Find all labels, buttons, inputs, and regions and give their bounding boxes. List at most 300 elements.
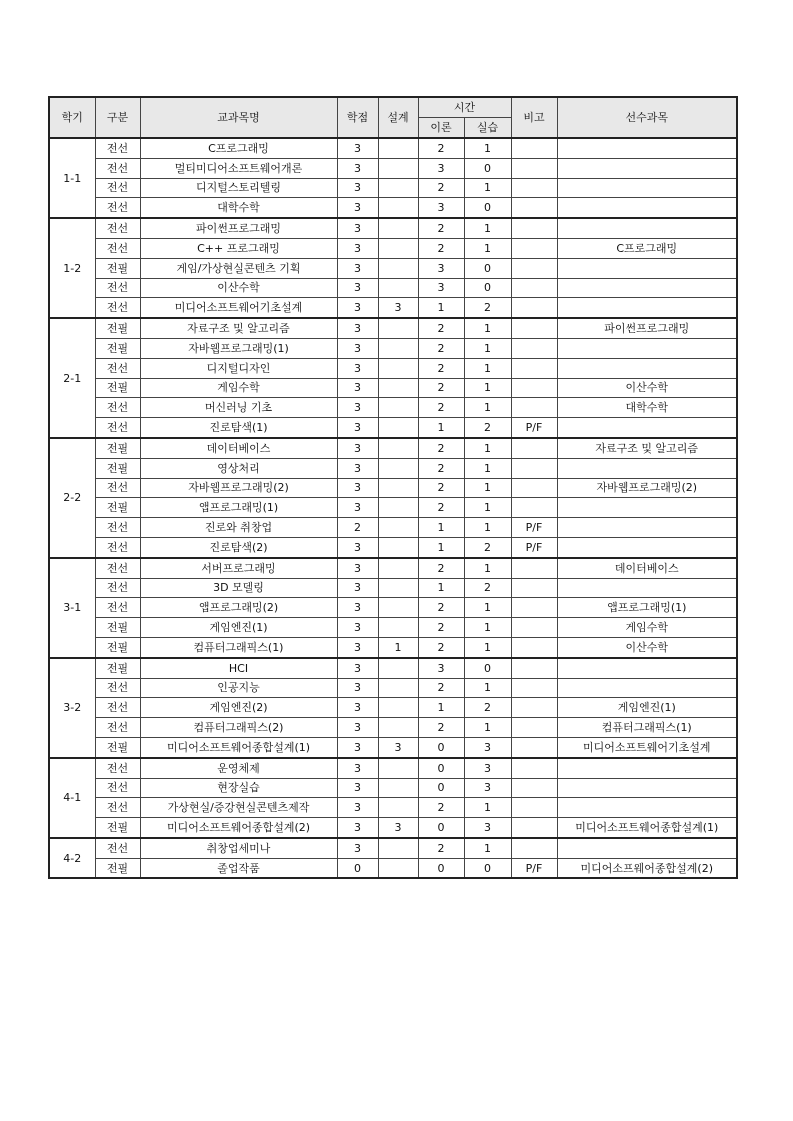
table-row (49, 498, 737, 518)
theory-hours-cell: 1 (418, 698, 464, 718)
course-name-cell: 진로와 취창업 (140, 518, 337, 538)
course-type-cell: 전필 (95, 438, 140, 458)
credit-cell: 3 (337, 198, 378, 218)
course-type-cell: 전선 (95, 798, 140, 818)
design-cell (378, 458, 418, 478)
prereq-cell (557, 278, 737, 298)
practice-hours-cell: 1 (464, 618, 511, 638)
credit-cell: 3 (337, 358, 378, 378)
course-type-cell: 전선 (95, 358, 140, 378)
note-cell (511, 298, 557, 318)
course-name-cell: 앱프로그래밍(2) (140, 598, 337, 618)
design-cell (378, 338, 418, 358)
course-name-cell: 디지털디자인 (140, 358, 337, 378)
prereq-cell: 이산수학 (557, 637, 737, 657)
course-type-cell: 전선 (95, 198, 140, 218)
credit-cell: 3 (337, 598, 378, 618)
table-row (49, 558, 737, 578)
theory-hours-cell: 2 (418, 498, 464, 518)
note-cell (511, 158, 557, 178)
course-type-cell: 전선 (95, 558, 140, 578)
semester-group (49, 438, 737, 558)
theory-hours-cell: 1 (418, 578, 464, 598)
design-cell (378, 478, 418, 498)
design-cell: 3 (378, 818, 418, 838)
table-row (49, 637, 737, 657)
table-row (49, 578, 737, 598)
credit-cell: 3 (337, 537, 378, 557)
design-cell (378, 238, 418, 258)
credit-cell: 3 (337, 578, 378, 598)
practice-hours-cell: 3 (464, 818, 511, 838)
table-row (49, 138, 737, 158)
practice-hours-cell: 0 (464, 858, 511, 878)
theory-hours-cell: 0 (418, 758, 464, 778)
course-type-cell: 전선 (95, 178, 140, 198)
note-cell (511, 678, 557, 698)
design-cell (378, 258, 418, 278)
course-type-cell: 전선 (95, 598, 140, 618)
credit-cell: 3 (337, 378, 378, 398)
course-type-cell: 전선 (95, 758, 140, 778)
theory-hours-cell: 2 (418, 598, 464, 618)
practice-hours-cell: 0 (464, 658, 511, 678)
course-type-cell: 전필 (95, 498, 140, 518)
practice-hours-cell: 1 (464, 598, 511, 618)
practice-hours-cell: 2 (464, 418, 511, 438)
header-design: 설계 (378, 97, 418, 138)
practice-hours-cell: 1 (464, 438, 511, 458)
course-name-cell: 미디어소프트웨어종합설계(1) (140, 737, 337, 757)
design-cell: 3 (378, 737, 418, 757)
theory-hours-cell: 0 (418, 818, 464, 838)
course-name-cell: 대학수학 (140, 198, 337, 218)
prereq-cell (557, 798, 737, 818)
course-name-cell: 현장실습 (140, 778, 337, 798)
note-cell: P/F (511, 858, 557, 878)
practice-hours-cell: 1 (464, 338, 511, 358)
credit-cell: 3 (337, 778, 378, 798)
practice-hours-cell: 1 (464, 138, 511, 158)
table-row (49, 378, 737, 398)
table-row (49, 398, 737, 418)
table-row (49, 298, 737, 318)
header-credit: 학점 (337, 97, 378, 138)
practice-hours-cell: 3 (464, 758, 511, 778)
prereq-cell (557, 838, 737, 858)
table-row (49, 737, 737, 757)
design-cell (378, 278, 418, 298)
theory-hours-cell: 2 (418, 838, 464, 858)
prereq-cell (557, 358, 737, 378)
table-row (49, 518, 737, 538)
note-cell: P/F (511, 518, 557, 538)
course-name-cell: 이산수학 (140, 278, 337, 298)
practice-hours-cell: 1 (464, 498, 511, 518)
course-type-cell: 전선 (95, 138, 140, 158)
prereq-cell (557, 778, 737, 798)
course-name-cell: 디지털스토리텔링 (140, 178, 337, 198)
credit-cell: 3 (337, 218, 378, 238)
practice-hours-cell: 0 (464, 158, 511, 178)
credit-cell: 3 (337, 758, 378, 778)
credit-cell: 3 (337, 818, 378, 838)
practice-hours-cell: 1 (464, 838, 511, 858)
design-cell (378, 618, 418, 638)
design-cell (378, 218, 418, 238)
table-row (49, 198, 737, 218)
semester-group (49, 758, 737, 838)
header-prereq: 선수과목 (557, 97, 737, 138)
curriculum-table (48, 96, 738, 879)
credit-cell: 3 (337, 478, 378, 498)
course-type-cell: 전선 (95, 218, 140, 238)
theory-hours-cell: 2 (418, 678, 464, 698)
table-row (49, 598, 737, 618)
credit-cell: 3 (337, 498, 378, 518)
table-row (49, 318, 737, 338)
course-type-cell: 전선 (95, 478, 140, 498)
course-name-cell: 컴퓨터그래픽스(2) (140, 718, 337, 738)
design-cell (378, 838, 418, 858)
theory-hours-cell: 3 (418, 278, 464, 298)
design-cell (378, 158, 418, 178)
course-name-cell: 멀티미디어소프트웨어개론 (140, 158, 337, 178)
credit-cell: 3 (337, 698, 378, 718)
course-type-cell: 전선 (95, 537, 140, 557)
course-type-cell: 전필 (95, 658, 140, 678)
note-cell (511, 458, 557, 478)
note-cell (511, 818, 557, 838)
table-row (49, 798, 737, 818)
practice-hours-cell: 1 (464, 718, 511, 738)
course-name-cell: 졸업작품 (140, 858, 337, 878)
note-cell (511, 198, 557, 218)
note-cell (511, 578, 557, 598)
note-cell (511, 798, 557, 818)
design-cell (378, 358, 418, 378)
prereq-cell (557, 537, 737, 557)
practice-hours-cell: 1 (464, 458, 511, 478)
credit-cell: 3 (337, 438, 378, 458)
design-cell: 3 (378, 298, 418, 318)
semester-cell: 3-1 (49, 558, 95, 658)
design-cell (378, 598, 418, 618)
note-cell (511, 258, 557, 278)
prereq-cell: 미디어소프트웨어기초설계 (557, 737, 737, 757)
note-cell (511, 178, 557, 198)
practice-hours-cell: 0 (464, 278, 511, 298)
theory-hours-cell: 2 (418, 618, 464, 638)
credit-cell: 3 (337, 618, 378, 638)
semester-cell: 1-1 (49, 138, 95, 218)
theory-hours-cell: 3 (418, 198, 464, 218)
prereq-cell (557, 678, 737, 698)
semester-group (49, 658, 737, 758)
table-row (49, 718, 737, 738)
practice-hours-cell: 2 (464, 578, 511, 598)
table-row (49, 338, 737, 358)
course-type-cell: 전선 (95, 578, 140, 598)
prereq-cell (557, 518, 737, 538)
table-row (49, 537, 737, 557)
theory-hours-cell: 3 (418, 258, 464, 278)
practice-hours-cell: 1 (464, 318, 511, 338)
prereq-cell (557, 758, 737, 778)
course-type-cell: 전선 (95, 518, 140, 538)
course-type-cell: 전필 (95, 318, 140, 338)
prereq-cell (557, 138, 737, 158)
note-cell (511, 338, 557, 358)
course-type-cell: 전필 (95, 378, 140, 398)
course-name-cell: 인공지능 (140, 678, 337, 698)
table-row (49, 858, 737, 878)
prereq-cell: 대학수학 (557, 398, 737, 418)
theory-hours-cell: 2 (418, 138, 464, 158)
note-cell (511, 758, 557, 778)
theory-hours-cell: 2 (418, 338, 464, 358)
credit-cell: 3 (337, 838, 378, 858)
design-cell (378, 138, 418, 158)
table-row (49, 658, 737, 678)
theory-hours-cell: 2 (418, 358, 464, 378)
theory-hours-cell: 1 (418, 418, 464, 438)
credit-cell: 3 (337, 258, 378, 278)
practice-hours-cell: 1 (464, 378, 511, 398)
prereq-cell: 자료구조 및 알고리즘 (557, 438, 737, 458)
course-name-cell: 자바웹프로그래밍(2) (140, 478, 337, 498)
course-name-cell: 자료구조 및 알고리즘 (140, 318, 337, 338)
prereq-cell (557, 198, 737, 218)
credit-cell: 3 (337, 138, 378, 158)
theory-hours-cell: 2 (418, 438, 464, 458)
theory-hours-cell: 2 (418, 378, 464, 398)
header-practice: 실습 (464, 118, 511, 139)
header-theory: 이론 (418, 118, 464, 139)
course-name-cell: 가상현실/증강현실콘텐츠제작 (140, 798, 337, 818)
credit-cell: 3 (337, 418, 378, 438)
design-cell (378, 198, 418, 218)
course-name-cell: 진로탐색(2) (140, 537, 337, 557)
credit-cell: 3 (337, 678, 378, 698)
note-cell: P/F (511, 418, 557, 438)
practice-hours-cell: 0 (464, 258, 511, 278)
practice-hours-cell: 2 (464, 298, 511, 318)
course-type-cell: 전선 (95, 298, 140, 318)
course-type-cell: 전선 (95, 238, 140, 258)
theory-hours-cell: 0 (418, 778, 464, 798)
theory-hours-cell: 2 (418, 718, 464, 738)
table-row (49, 178, 737, 198)
practice-hours-cell: 1 (464, 238, 511, 258)
theory-hours-cell: 2 (418, 398, 464, 418)
table-row (49, 358, 737, 378)
course-type-cell: 전필 (95, 637, 140, 657)
note-cell (511, 778, 557, 798)
theory-hours-cell: 0 (418, 737, 464, 757)
practice-hours-cell: 1 (464, 478, 511, 498)
note-cell (511, 658, 557, 678)
table-row (49, 618, 737, 638)
note-cell (511, 718, 557, 738)
semester-group (49, 138, 737, 218)
theory-hours-cell: 2 (418, 458, 464, 478)
semester-cell: 4-2 (49, 838, 95, 879)
header-note: 비고 (511, 97, 557, 138)
course-type-cell: 전필 (95, 258, 140, 278)
course-name-cell: 게임/가상현실콘텐츠 기획 (140, 258, 337, 278)
prereq-cell (557, 298, 737, 318)
course-type-cell: 전선 (95, 838, 140, 858)
course-name-cell: 진로탐색(1) (140, 418, 337, 438)
theory-hours-cell: 2 (418, 238, 464, 258)
design-cell (378, 378, 418, 398)
design-cell (378, 758, 418, 778)
practice-hours-cell: 1 (464, 178, 511, 198)
note-cell (511, 558, 557, 578)
prereq-cell (557, 338, 737, 358)
practice-hours-cell: 3 (464, 778, 511, 798)
design-cell (378, 438, 418, 458)
design-cell (378, 518, 418, 538)
prereq-cell (557, 498, 737, 518)
theory-hours-cell: 2 (418, 318, 464, 338)
prereq-cell: 컴퓨터그래픽스(1) (557, 718, 737, 738)
course-type-cell: 전필 (95, 858, 140, 878)
course-name-cell: 컴퓨터그래픽스(1) (140, 637, 337, 657)
credit-cell: 3 (337, 737, 378, 757)
course-name-cell: 게임엔진(2) (140, 698, 337, 718)
note-cell (511, 478, 557, 498)
prereq-cell (557, 578, 737, 598)
theory-hours-cell: 2 (418, 637, 464, 657)
theory-hours-cell: 1 (418, 518, 464, 538)
course-name-cell: 머신러닝 기초 (140, 398, 337, 418)
theory-hours-cell: 1 (418, 537, 464, 557)
course-type-cell: 전선 (95, 678, 140, 698)
course-type-cell: 전선 (95, 778, 140, 798)
design-cell (378, 398, 418, 418)
practice-hours-cell: 1 (464, 218, 511, 238)
practice-hours-cell: 1 (464, 518, 511, 538)
table-header (49, 97, 737, 138)
note-cell (511, 238, 557, 258)
practice-hours-cell: 2 (464, 698, 511, 718)
table-row (49, 778, 737, 798)
prereq-cell (557, 158, 737, 178)
semester-group (49, 838, 737, 879)
design-cell (378, 658, 418, 678)
prereq-cell (557, 258, 737, 278)
theory-hours-cell: 3 (418, 658, 464, 678)
note-cell: P/F (511, 537, 557, 557)
course-type-cell: 전선 (95, 158, 140, 178)
semester-group (49, 318, 737, 438)
design-cell (378, 698, 418, 718)
note-cell (511, 698, 557, 718)
course-type-cell: 전선 (95, 398, 140, 418)
prereq-cell (557, 218, 737, 238)
note-cell (511, 737, 557, 757)
prereq-cell: 이산수학 (557, 378, 737, 398)
note-cell (511, 637, 557, 657)
prereq-cell: 데이터베이스 (557, 558, 737, 578)
course-name-cell: 데이터베이스 (140, 438, 337, 458)
course-name-cell: 미디어소프트웨어종합설계(2) (140, 818, 337, 838)
credit-cell: 3 (337, 637, 378, 657)
note-cell (511, 438, 557, 458)
credit-cell: 3 (337, 718, 378, 738)
credit-cell: 3 (337, 178, 378, 198)
table-row (49, 438, 737, 458)
course-type-cell: 전필 (95, 458, 140, 478)
prereq-cell: C프로그래밍 (557, 238, 737, 258)
semester-cell: 2-2 (49, 438, 95, 558)
theory-hours-cell: 2 (418, 178, 464, 198)
semester-group (49, 218, 737, 318)
course-name-cell: 운영체제 (140, 758, 337, 778)
credit-cell: 2 (337, 518, 378, 538)
note-cell (511, 598, 557, 618)
credit-cell: 3 (337, 798, 378, 818)
practice-hours-cell: 1 (464, 798, 511, 818)
practice-hours-cell: 1 (464, 358, 511, 378)
semester-cell: 4-1 (49, 758, 95, 838)
table-row (49, 678, 737, 698)
course-name-cell: 서버프로그래밍 (140, 558, 337, 578)
course-name-cell: C++ 프로그래밍 (140, 238, 337, 258)
semester-cell: 1-2 (49, 218, 95, 318)
design-cell (378, 678, 418, 698)
course-name-cell: C프로그래밍 (140, 138, 337, 158)
credit-cell: 0 (337, 858, 378, 878)
design-cell (378, 858, 418, 878)
course-name-cell: 자바웹프로그래밍(1) (140, 338, 337, 358)
design-cell: 1 (378, 637, 418, 657)
semester-group (49, 558, 737, 658)
header-course: 교과목명 (140, 97, 337, 138)
theory-hours-cell: 3 (418, 158, 464, 178)
note-cell (511, 358, 557, 378)
course-name-cell: HCI (140, 658, 337, 678)
note-cell (511, 278, 557, 298)
prereq-cell (557, 658, 737, 678)
credit-cell: 3 (337, 278, 378, 298)
course-name-cell: 3D 모델링 (140, 578, 337, 598)
design-cell (378, 578, 418, 598)
semester-cell: 3-2 (49, 658, 95, 758)
table-row (49, 158, 737, 178)
design-cell (378, 318, 418, 338)
design-cell (378, 558, 418, 578)
prereq-cell (557, 418, 737, 438)
credit-cell: 3 (337, 238, 378, 258)
prereq-cell: 파이썬프로그래밍 (557, 318, 737, 338)
practice-hours-cell: 0 (464, 198, 511, 218)
table-row (49, 238, 737, 258)
theory-hours-cell: 2 (418, 798, 464, 818)
course-type-cell: 전선 (95, 698, 140, 718)
note-cell (511, 398, 557, 418)
prereq-cell: 미디어소프웨어종합설계(2) (557, 858, 737, 878)
course-name-cell: 게임수학 (140, 378, 337, 398)
theory-hours-cell: 2 (418, 218, 464, 238)
design-cell (378, 718, 418, 738)
credit-cell: 3 (337, 658, 378, 678)
table-row (49, 458, 737, 478)
design-cell (378, 537, 418, 557)
theory-hours-cell: 0 (418, 858, 464, 878)
